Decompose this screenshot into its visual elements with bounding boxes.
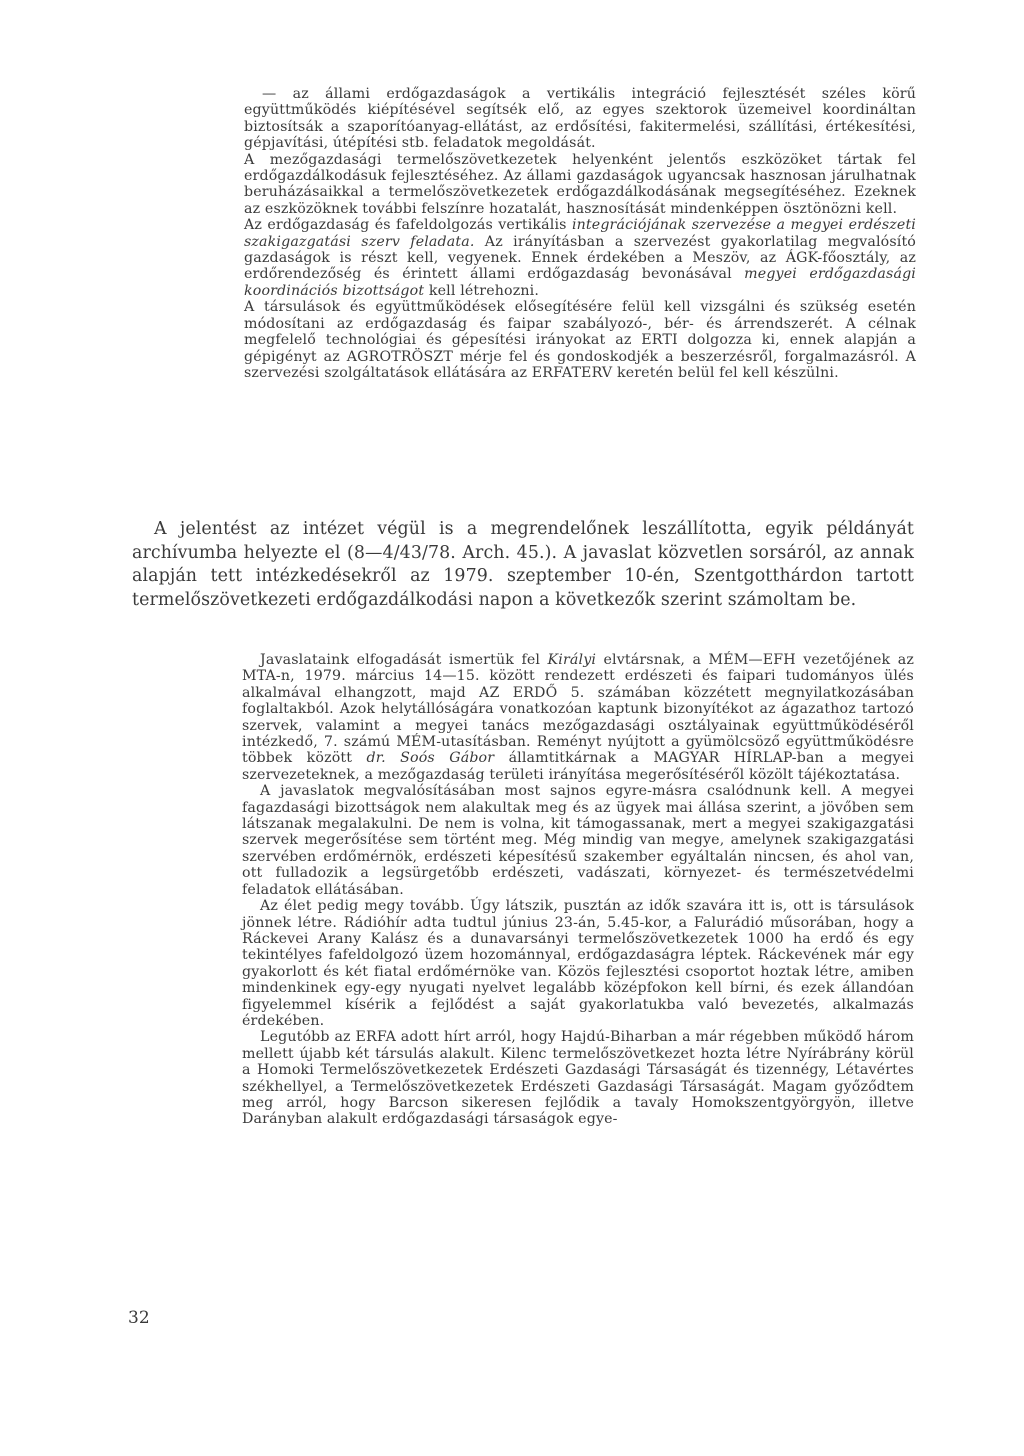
paragraph: A mezőgazdasági termelőszövetkezetek helyenként jelentős eszközöket tártak fel erdőgazdálkodásuk fejlesztéséhez. Az állami gazdaságok ugyancsak hasznosan járulhatnak beruházásaikkal a termelőszövetkezetek erdőgazdálkodásának megsegítéséhez. Ezeknek az eszközöknek további felszínre hozatalát, hasznosítását mindenképpen ösztönözni kell. bbox=[244, 151, 916, 217]
text-run: kell létrehozni. bbox=[424, 282, 539, 299]
paragraph: A javaslatok megvalósításában most sajnos egyre-másra csalódnunk kell. A megyei fagazdasági bizottságok nem alakultak meg és az ügyek mai állása szerint, a jövőben sem látszanak megalakulni. De nem is volna, kit támogassanak, mert a megyei szakigazgatási szervek megerősítése sem történt meg. Még mindig van megye, amelynek szakigazgatási szervében erdőmérnök, erdészeti képesítésű szakember egyáltalán nincsen, és ahol van, ott fulladozik a legsürgetőbb erdészeti, vadászati, környezet- és természetvédelmi feladatok ellátásában. bbox=[242, 783, 914, 898]
report-section bbox=[242, 652, 914, 1128]
main-body-text bbox=[132, 518, 914, 612]
text-run: Az irányításban a szervezést gyakorlatilag megvalósító gazdaságok is részt kell, vegyenek. Ennek érdekében a Meszöv, az ÁGK-főosztály, az erdőrendezőség és érintett állami erdőgazdaság bevonásával bbox=[244, 233, 916, 283]
paragraph bbox=[244, 217, 916, 299]
italic-text: dr. Soós Gábor bbox=[366, 750, 495, 767]
page-number: 32 bbox=[128, 1308, 150, 1328]
text-run: Javaslataink elfogadását ismertük fel bbox=[260, 652, 548, 668]
paragraph: Az élet pedig megy tovább. Úgy látszik, pusztán az idők szavára itt is, ott is társulások jönnek létre. Rádióhír adta tudtul június 23-án, 5.45-kor, a Falurádió műsorában, hogy a Ráckevei Arany Kalász és a dunavarsányi termelőszövetkezetek 1000 ha erdő és egy tekintélyes fafeldolgozó üzem hozománnyal, erdőgazdaságra léptek. Ráckevének már egy gyakorlott és két fiatal erdőmérnöke van. Közös fejlesztési csoportot hoztak létre, amiben mindenkinek egy-egy nyugati nyelvet legalább középfokon kell bírni, és ezek állandóan figyelemmel kísérik a fejlődést a saját gyakorlatukba való bevezetés, alkalmazás érdekében. bbox=[242, 898, 914, 1029]
quoted-recommendations bbox=[244, 86, 916, 381]
italic-text: megyei erdőgazdasági koordinációs bizottságot bbox=[244, 266, 916, 299]
paragraph: A jelentést az intézet végül is a megrendelőnek leszállította, egyik példányát archívumba helyezte el (8—4/43/78. Arch. 45.). A javaslat közvetlen sorsáról, az annak alapján tett intézkedésekről az 1979. szeptember 10-én, Szentgotthárdon tartott termelőszövetkezeti erdőgazdálkodási napon a következők szerint számoltam be. bbox=[132, 519, 914, 610]
text-run: államtitkárnak a MAGYAR HÍRLAP-ban a megyei szervezeteknek, a mezőgazdaság területi irányítása megerősítéséről közölt tájékoztatása. bbox=[242, 750, 914, 783]
paragraph: A társulások és együttműködések elősegítésére felül kell vizsgálni és szükség esetén módosítani az erdőgazdaság és faipar szabályozó-, bér- és árrendszerét. A célnak megfelelő technológiai és gépesítési irányokat az ERTI dolgozza ki, ennek alapján a gépigényt az AGROTRÖSZT mérje fel és gondoskodjék a beszerzésről, forgalmazásról. A szervezési szolgáltatások ellátására az ERFATERV keretén belül fel kell készülni. bbox=[244, 299, 916, 381]
italic-text: integrációjának szervezése a megyei erdészeti szakigazgatási szerv feladata. bbox=[244, 217, 916, 250]
italic-text: Királyi bbox=[547, 652, 597, 668]
paragraph: — az állami erdőgazdaságok a vertikális integráció fejlesztését széles körű együttműködés kiépítésével segítsék elő, az egyes szektorok üzemeivel koordináltan biztosítsák a szaporítóanyag-ellátást, az erdősítési, fakitermelési, szállítási, értékesítési, gépjavítási, útépítési stb. feladatok megoldását. bbox=[244, 86, 916, 152]
text-run: elvtársnak, a MÉM—EFH vezetőjének az MTA-n, 1979. március 14—15. között rendezett erdészeti és faipari tudományos ülés alkalmával elhangzott, majd AZ ERDŐ 5. számában közzétett megnyilatkozásában foglaltakból. Azok helytállóságára vonatkozóan kaptunk bizonyítékot az ágazathoz tartozó szervek, valamint a megyei tanács mezőgazdasági osztályainak együttműködéséről intézkedő, 7. számú MÉM-utasításban. Reményt nyújtott a gyümölcsöző együttműködésre többek között bbox=[242, 652, 914, 767]
paragraph bbox=[242, 652, 914, 783]
paragraph: Legutóbb az ERFA adott hírt arról, hogy Hajdú-Biharban a már régebben működő három mellett újabb két társulás alakult. Kilenc termelőszövetkezet hozta létre Nyírábrány körül a Homoki Termelőszövetkezetek Erdészeti Gazdasági Társaságát és tizennégy, Létavértes székhellyel, a Termelőszövetkezetek Erdészeti Gazdasági Társaságát. Magam győződtem meg arról, hogy Barcson sikeresen fejlődik a tavaly Homokszentgyörgyön, illetve Darányban alakult erdőgazdasági társaságok egye- bbox=[242, 1029, 914, 1128]
text-run: Az erdőgazdaság és fafeldolgozás vertikális bbox=[244, 217, 572, 234]
